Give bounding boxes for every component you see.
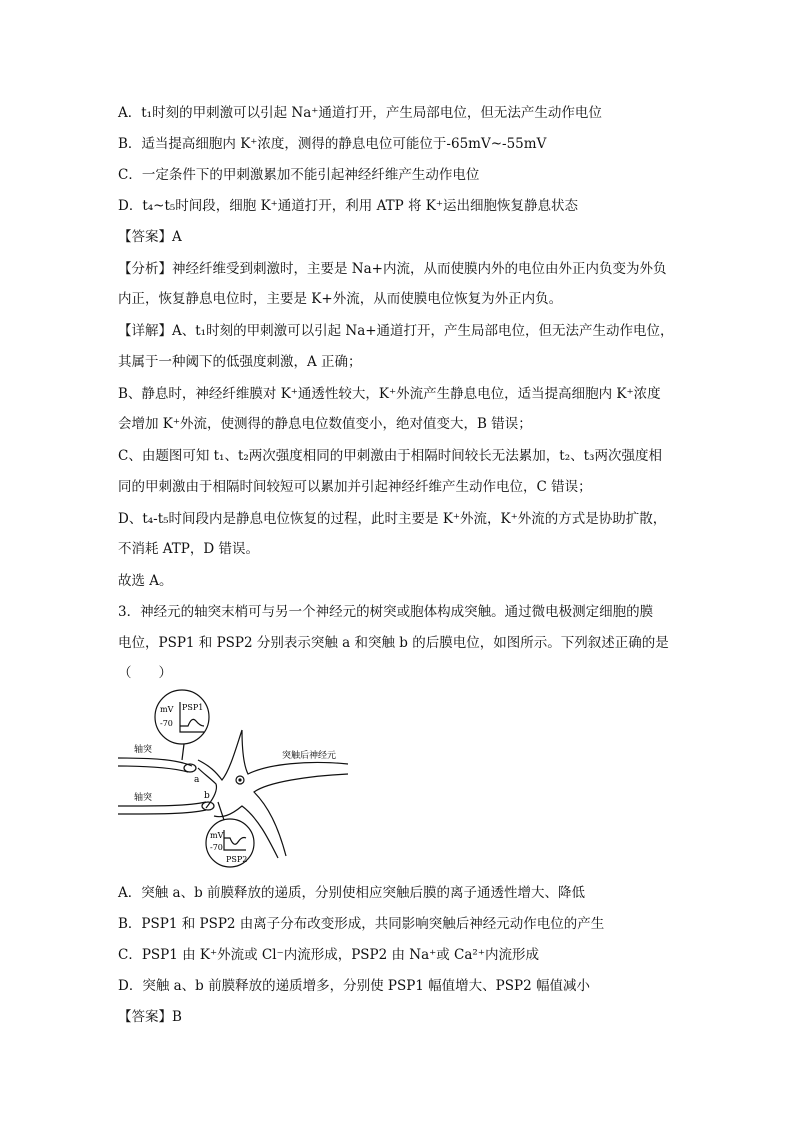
psp1-trace	[180, 719, 204, 726]
psp2-axes	[224, 830, 246, 850]
detail-line-4: 会增加 K⁺外流，使测得的静息电位数值变小，绝对值变大，B 错误；	[118, 416, 532, 432]
psp2-electrode	[218, 802, 224, 820]
q2-answer: 【答案】A	[118, 229, 182, 245]
q3-option-a: A．突触 a、b 前膜释放的递质，分别使相应突触后膜的离子通透性增大、降低	[118, 885, 586, 901]
detail-line-8: 不消耗 ATP，D 错误。	[118, 541, 260, 557]
q3-option-c: C．PSP1 由 K⁺外流或 Cl⁻内流形成，PSP2 由 Na⁺或 Ca²⁺内流形成	[118, 947, 539, 963]
q2-conclusion: 故选 A。	[118, 573, 173, 589]
axon-top-label: 轴突	[134, 745, 153, 755]
synapse-b-label: b	[204, 791, 210, 801]
psp2-trace	[224, 838, 246, 845]
analysis-line-2: 内正，恢复静息电位时，主要是 K+外流，从而使膜电位恢复为外正内负。	[118, 291, 563, 307]
axon-top-lower	[118, 766, 188, 772]
q3-answer: 【答案】B	[118, 1009, 182, 1025]
q3-stem-line-1: 3．神经元的轴突末梢可与另一个神经元的树突或胞体构成突触。通过微电极测定细胞的膜	[118, 604, 654, 620]
detail-line-6: 同的甲刺激由于相隔时间较短可以累加并引起神经纤维产生动作电位，C 错误；	[118, 479, 592, 495]
psp1-value-label: -70	[160, 719, 173, 728]
psp1-electrode	[182, 744, 184, 760]
synapse-a-label: a	[194, 775, 200, 785]
axon-bottom-label: 轴突	[134, 793, 153, 803]
psp2-unit-label: mV	[210, 831, 224, 840]
q3-option-d: D．突触 a、b 前膜释放的递质增多，分别使 PSP1 幅值增大、PSP2 幅值减小	[118, 978, 590, 994]
detail-line-3: B、静息时，神经纤维膜对 K⁺通透性较大，K⁺外流产生静息电位，适当提高细胞内 K⁺浓度	[118, 386, 661, 402]
q2-option-a: A．t₁时刻的甲刺激可以引起 Na⁺通道打开，产生局部电位，但无法产生动作电位	[118, 105, 602, 121]
detail-line-1: 【详解】A、t₁时刻的甲刺激可以引起 Na+通道打开，产生局部电位，但无法产生动作电位，	[118, 323, 674, 339]
nucleolus	[238, 778, 241, 781]
detail-line-2: 其属于一种阈下的低强度刺激，A 正确；	[118, 354, 362, 370]
q2-option-b: B．适当提高细胞内 K⁺浓度，测得的静息电位可能位于-65mV~-55mV	[118, 136, 547, 152]
synapse-diagram	[118, 688, 358, 868]
psp1-unit-label: mV	[160, 705, 174, 714]
postsynaptic-neuron-label: 突触后神经元	[282, 751, 337, 761]
synapse-diagram-svg	[118, 688, 358, 868]
q3-option-b: B．PSP1 和 PSP2 由离子分布改变形成，共同影响突触后神经元动作电位的产生	[118, 916, 605, 932]
psp1-label: PSP1	[182, 703, 204, 712]
q2-option-c: C．一定条件下的甲刺激累加不能引起神经纤维产生动作电位	[118, 167, 480, 183]
axon-top-upper	[118, 758, 192, 766]
psp2-label: PSP2	[226, 855, 248, 864]
axon-bottom-lower	[118, 810, 206, 814]
psp1-inset-circle	[155, 690, 209, 744]
analysis-line-1: 【分析】神经纤维受到刺激时，主要是 Na+内流，从而使膜内外的电位由外正内负变为外负	[118, 261, 667, 277]
axon-bottom-upper	[118, 802, 206, 806]
q2-option-d: D．t₄~t₅时间段，细胞 K⁺通道打开，利用 ATP 将 K⁺运出细胞恢复静息状态	[118, 198, 578, 214]
psp2-value-label: -70	[210, 843, 223, 852]
detail-line-5: C、由题图可知 t₁、t₂两次强度相同的甲刺激由于相隔时间较长无法累加，t₂、t₃两次强度相	[118, 448, 662, 464]
q3-stem-line-3: （ ）	[118, 665, 172, 681]
detail-line-7: D、t₄-t₅时间段内是静息电位恢复的过程，此时主要是 K⁺外流，K⁺外流的方式是协助扩散，	[118, 511, 667, 527]
q3-stem-line-2: 电位，PSP1 和 PSP2 分别表示突触 a 和突触 b 的后膜电位，如图所示。下列叙述正确的是	[118, 635, 669, 651]
